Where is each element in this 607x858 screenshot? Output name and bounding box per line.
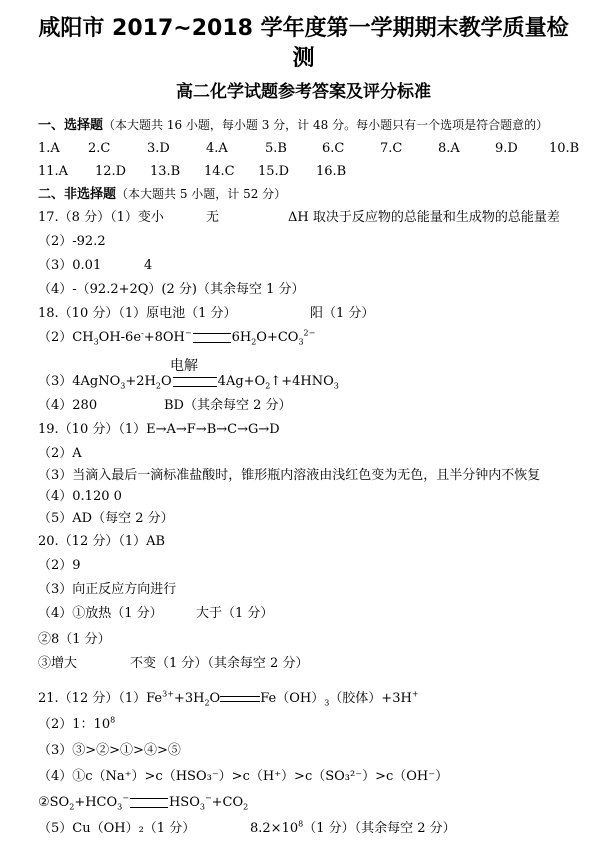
q19-line1: 19.（10 分）（1）E→A→F→B→C→G→D xyxy=(38,422,280,437)
section2-heading-line xyxy=(38,185,286,204)
q17-part1: 17.（8 分）（1）变小 xyxy=(38,210,164,225)
q17-part1-b: 无 xyxy=(206,210,220,225)
q18-line1 xyxy=(38,305,438,323)
q20-part6-b: 不变（1 分）（其余每空 2 分） xyxy=(130,656,309,671)
answer-14: 14.C xyxy=(204,164,235,179)
q20-line5: ②8（1 分） xyxy=(38,632,111,647)
answer-13: 13.B xyxy=(150,164,181,179)
q19-line4: （4）0.120 0 xyxy=(38,489,122,504)
q20-line6 xyxy=(38,655,438,673)
equals-sign-icon xyxy=(130,798,168,808)
section2-heading: 二、非选择题 xyxy=(38,187,117,202)
q20-part4: （4）①放热（1 分） xyxy=(38,606,163,621)
q17-part1-c: ΔH 取决于反应物的总能量和生成物的总能量差 xyxy=(288,210,560,225)
answer-12: 12.D xyxy=(95,164,127,179)
answer-7: 7.C xyxy=(380,141,403,156)
q21-part5-b: $8.2\times 10^8(1$ 分）（其余每空 2 分） xyxy=(250,819,456,836)
electrolysis-equals-icon xyxy=(173,377,217,387)
answer-11: 11.A xyxy=(38,164,69,179)
q17-line1 xyxy=(38,209,598,227)
electrolysis-label: 电解 xyxy=(170,358,198,374)
q21-part5: （5）Cu（OH）₂（1 分） xyxy=(38,821,196,836)
q20-part6: ③增大 xyxy=(38,656,78,671)
section1-note: （本大题共 16 小题，每小题 3 分，计 48 分。每小题只有一个选项是符合题意的） xyxy=(103,118,549,132)
q18-part1-b: 阳（1 分） xyxy=(310,306,375,321)
q19-line5: （5）AD（每空 2 分） xyxy=(38,511,174,526)
answer-2: 2.C xyxy=(88,141,111,156)
q18-part1: 18.（10 分）（1）原电池（1 分） xyxy=(38,306,237,321)
q21-line3: （3）③>②>①>④>⑤ xyxy=(38,743,181,758)
section1-heading: 一、选择题 xyxy=(38,118,104,133)
answer-4: 4.A xyxy=(206,141,228,156)
answer-9: 9.D xyxy=(495,141,518,156)
q18-part4: （4）280 xyxy=(38,398,98,413)
q20-part4-b: 大于（1 分） xyxy=(196,606,274,621)
answer-6: 6.C xyxy=(322,141,345,156)
answer-10: 10.B xyxy=(549,141,580,156)
q20-line1: 20.（12 分）（1）AB xyxy=(38,534,166,549)
answer-16: 16.B xyxy=(316,164,347,179)
q19-line3: （3）当滴入最后一滴标准盐酸时，锥形瓶内溶液由浅红色变为无色，且半分钟内不恢复 xyxy=(38,468,541,483)
answer-8: 8.A xyxy=(438,141,460,156)
q18-line2: $(2)CH_3OH-6e^-+8OH^-$ $6H_2O+CO_3^{2-}$ xyxy=(38,328,316,347)
equals-sign-icon xyxy=(193,333,231,343)
q17-part3-b: 4 xyxy=(144,258,153,273)
q21-line2: （2）1：$10^8$ xyxy=(38,715,116,732)
q20-line4 xyxy=(38,605,438,623)
document-title-line2: 测 xyxy=(292,46,315,71)
q18-line3: $(3)4AgNO_3+2H_2O$ $4Ag+O_2↑+4HNO_3$ xyxy=(38,374,339,391)
q17-line3 xyxy=(38,257,338,275)
section2-note: （本大题共 5 小题，计 52 分） xyxy=(116,187,287,201)
answers-row1 xyxy=(38,140,598,158)
q20-line3: （3）向正反应方向进行 xyxy=(38,582,177,597)
answer-15: 15.D xyxy=(258,164,290,179)
document-title-line1: 咸阳市 2017~2018 学年度第一学期期末教学质量检 xyxy=(38,16,569,41)
answer-5: 5.B xyxy=(265,141,287,156)
answers-row2 xyxy=(38,163,598,181)
q20-line2: （2）9 xyxy=(38,558,81,573)
document-subtitle: 高二化学试题参考答案及评分标准 xyxy=(176,82,431,102)
answer-1: 1.A xyxy=(38,141,60,156)
q19-line2: （2）A xyxy=(38,446,82,461)
q21-line5: $②SO_2+HCO_3^-$ $HSO_3^-+CO_2$ xyxy=(38,793,249,812)
q18-line4 xyxy=(38,397,438,415)
section1-heading-line xyxy=(38,116,548,135)
q21-line6 xyxy=(38,820,558,838)
q18-part4-b: BD（其余每空 2 分） xyxy=(164,398,292,413)
q21-line1: 21.（12 分）$(1)Fe^{3+}+3H_2O$ $Fe(OH)_3$（胶体）+3H+ xyxy=(38,689,419,708)
q21-line4: （4）①c（Na⁺）>c（HSO₃⁻）>c（H⁺）>c（SO₃²⁻）>c（OH⁻） xyxy=(38,769,449,784)
q17-line2: （2）-92.2 xyxy=(38,234,106,249)
reversible-arrow-icon xyxy=(220,694,260,704)
q17-line4: （4）-（92.2+2Q）(2 分)（其余每空 1 分） xyxy=(38,282,305,297)
answer-3: 3.D xyxy=(147,141,170,156)
q17-part3: （3）0.01 xyxy=(38,258,102,273)
